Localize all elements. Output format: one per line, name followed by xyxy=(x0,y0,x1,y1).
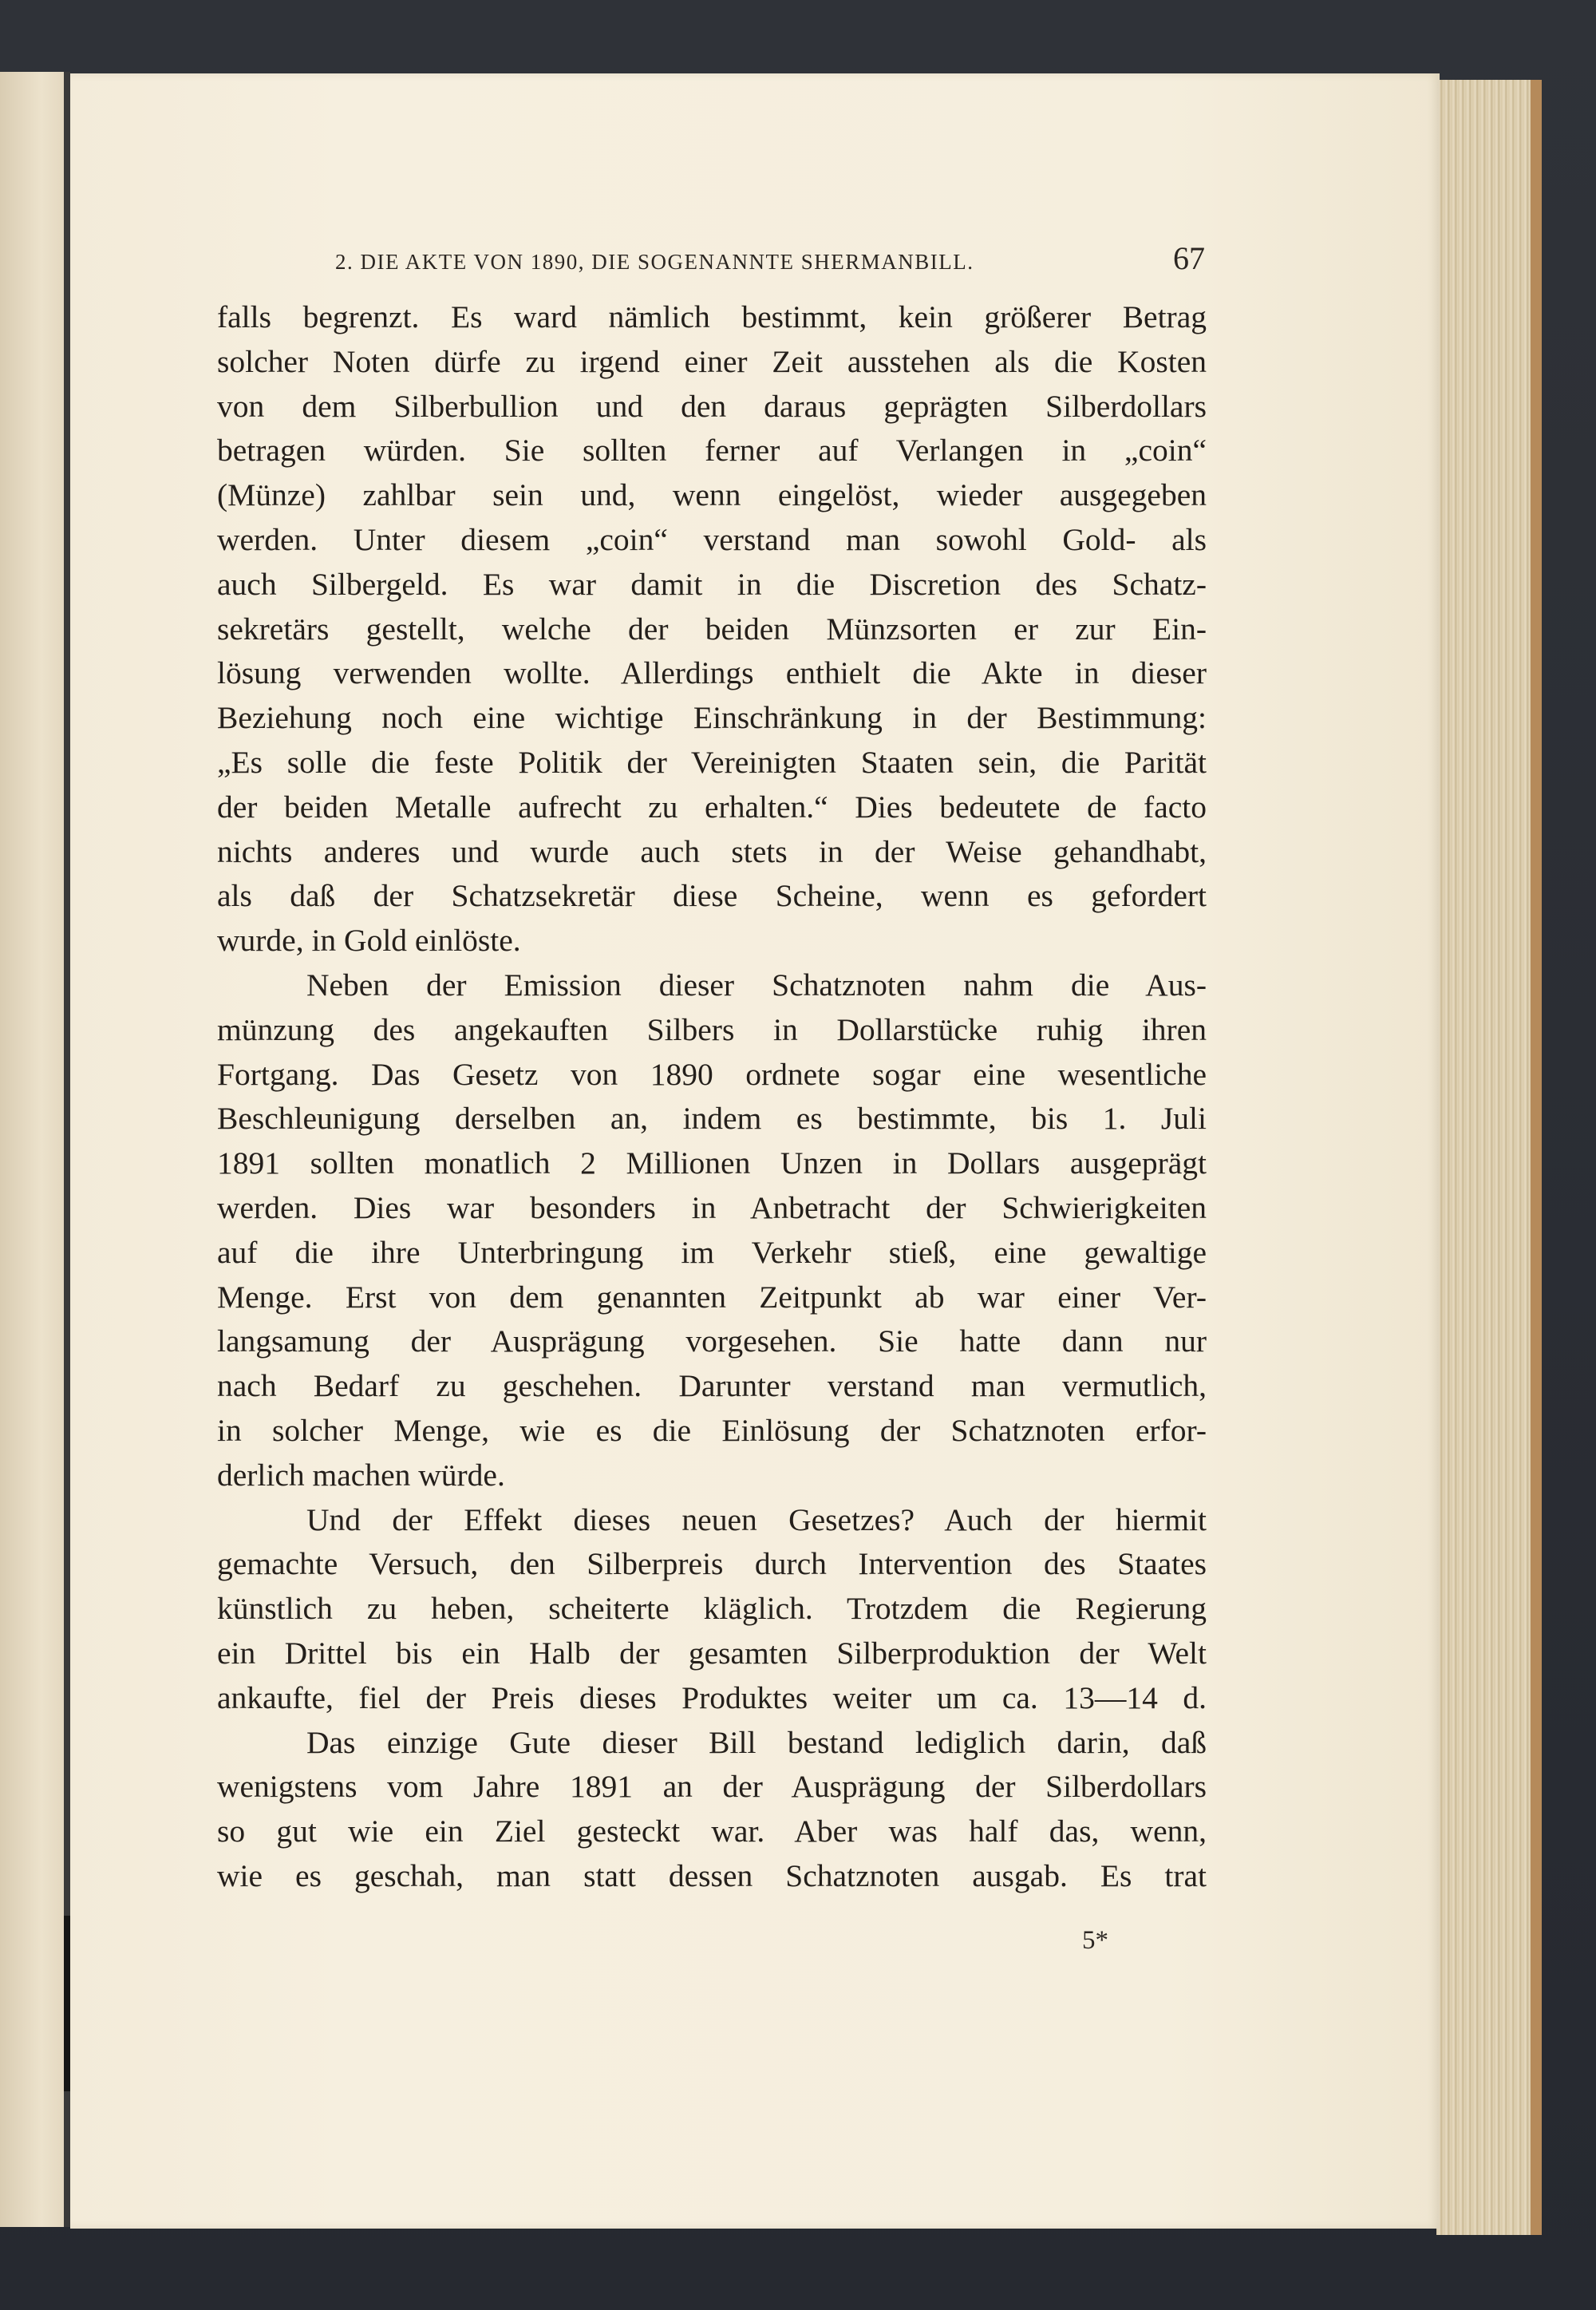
text-line: Und der Effekt dieses neuen Gesetzes? Auch der hiermit xyxy=(306,1501,1207,1537)
text-line: wurde, in Gold einlöste. xyxy=(217,923,521,959)
text-line: Menge. Erst von dem genannten Zeitpunkt ab war einer Ver- xyxy=(217,1279,1207,1315)
text-line: langsamung der Ausprägung vorgesehen. Sie hatte dann nur xyxy=(217,1323,1207,1359)
text-line: ankaufte, fiel der Preis dieses Produktes weiter um ca. 13—14 d. xyxy=(217,1679,1207,1715)
text-line: lösung verwenden wollte. Allerdings enthielt die Akte in dieser xyxy=(217,655,1207,691)
gutter-mark xyxy=(64,1916,70,2091)
text-line: der beiden Metalle aufrecht zu erhalten.“ Dies bedeutete de facto xyxy=(217,789,1207,825)
text-line: künstlich zu heben, scheiterte kläglich. Trotzdem die Regierung xyxy=(217,1591,1207,1627)
body-text xyxy=(217,295,1207,1899)
running-header xyxy=(335,239,1205,279)
text-line: betragen würden. Sie sollten ferner auf Verlangen in „coin“ xyxy=(217,433,1207,469)
text-line: münzung des angekauften Silbers in Dollarstücke ruhig ihren xyxy=(217,1011,1207,1047)
text-line: Beschleunigung derselben an, indem es bestimmte, bis 1. Juli xyxy=(217,1101,1207,1137)
text-line: auch Silbergeld. Es war damit in die Discretion des Schatz- xyxy=(217,566,1207,602)
book-cover-edge xyxy=(1531,80,1542,2235)
text-line: so gut wie ein Ziel gesteckt war. Aber was half das, wenn, xyxy=(217,1814,1207,1849)
text-line: wenigstens vom Jahre 1891 an der Ausprägung der Silberdollars xyxy=(217,1769,1207,1805)
text-line: nach Bedarf zu geschehen. Darunter verstand man vermutlich, xyxy=(217,1368,1207,1404)
text-line: Fortgang. Das Gesetz von 1890 ordnete sogar eine wesentliche xyxy=(217,1056,1207,1092)
text-line: von dem Silberbullion und den daraus geprägten Silberdollars xyxy=(217,388,1207,424)
text-line: nichts anderes und wurde auch stets in der Weise gehandhabt, xyxy=(217,833,1207,869)
text-line: wie es geschah, man statt dessen Schatznoten ausgab. Es trat xyxy=(217,1857,1207,1893)
previous-page-edge xyxy=(0,72,70,2227)
signature-mark: 5* xyxy=(1082,1926,1108,1955)
text-line: „Es solle die feste Politik der Vereinigten Staaten sein, die Parität xyxy=(217,744,1207,780)
text-line: (Münze) zahlbar sein und, wenn eingelöst, wieder ausgegeben xyxy=(217,477,1207,513)
text-line: Neben der Emission dieser Schatznoten nahm die Aus- xyxy=(306,967,1207,1003)
text-line: falls begrenzt. Es ward nämlich bestimmt, kein größerer Betrag xyxy=(217,299,1207,334)
text-line: sekretärs gestellt, welche der beiden Münzsorten er zur Ein- xyxy=(217,611,1207,647)
text-line: Das einzige Gute dieser Bill bestand lediglich darin, daß xyxy=(306,1724,1207,1760)
text-line: derlich machen würde. xyxy=(217,1457,505,1493)
text-line: als daß der Schatzsekretär diese Scheine, wenn es gefordert xyxy=(217,878,1207,914)
page-stack-edge xyxy=(1436,80,1536,2235)
text-line: werden. Dies war besonders in Anbetracht der Schwierigkeiten xyxy=(217,1189,1207,1225)
gutter-shadow xyxy=(64,72,70,2227)
text-line: gemachte Versuch, den Silberpreis durch Intervention des Staates xyxy=(217,1546,1207,1582)
text-line: in solcher Menge, wie es die Einlösung der Schatznoten erfor- xyxy=(217,1412,1207,1448)
text-line: Beziehung noch eine wichtige Einschränkung in der Bestimmung: xyxy=(217,700,1207,736)
text-line: werden. Unter diesem „coin“ verstand man sowohl Gold- als xyxy=(217,521,1207,557)
page-number: 67 xyxy=(1173,240,1205,276)
text-line: ein Drittel bis ein Halb der gesamten Silberproduktion der Welt xyxy=(217,1635,1207,1671)
text-line: solcher Noten dürfe zu irgend einer Zeit ausstehen als die Kosten xyxy=(217,343,1207,379)
text-line: 1891 sollten monatlich 2 Millionen Unzen in Dollars ausgeprägt xyxy=(217,1145,1207,1181)
running-title: 2. DIE AKTE VON 1890, DIE SOGENANNTE SHERMANBILL. xyxy=(335,250,974,274)
text-line: auf die ihre Unterbringung im Verkehr stieß, eine gewaltige xyxy=(217,1234,1207,1270)
